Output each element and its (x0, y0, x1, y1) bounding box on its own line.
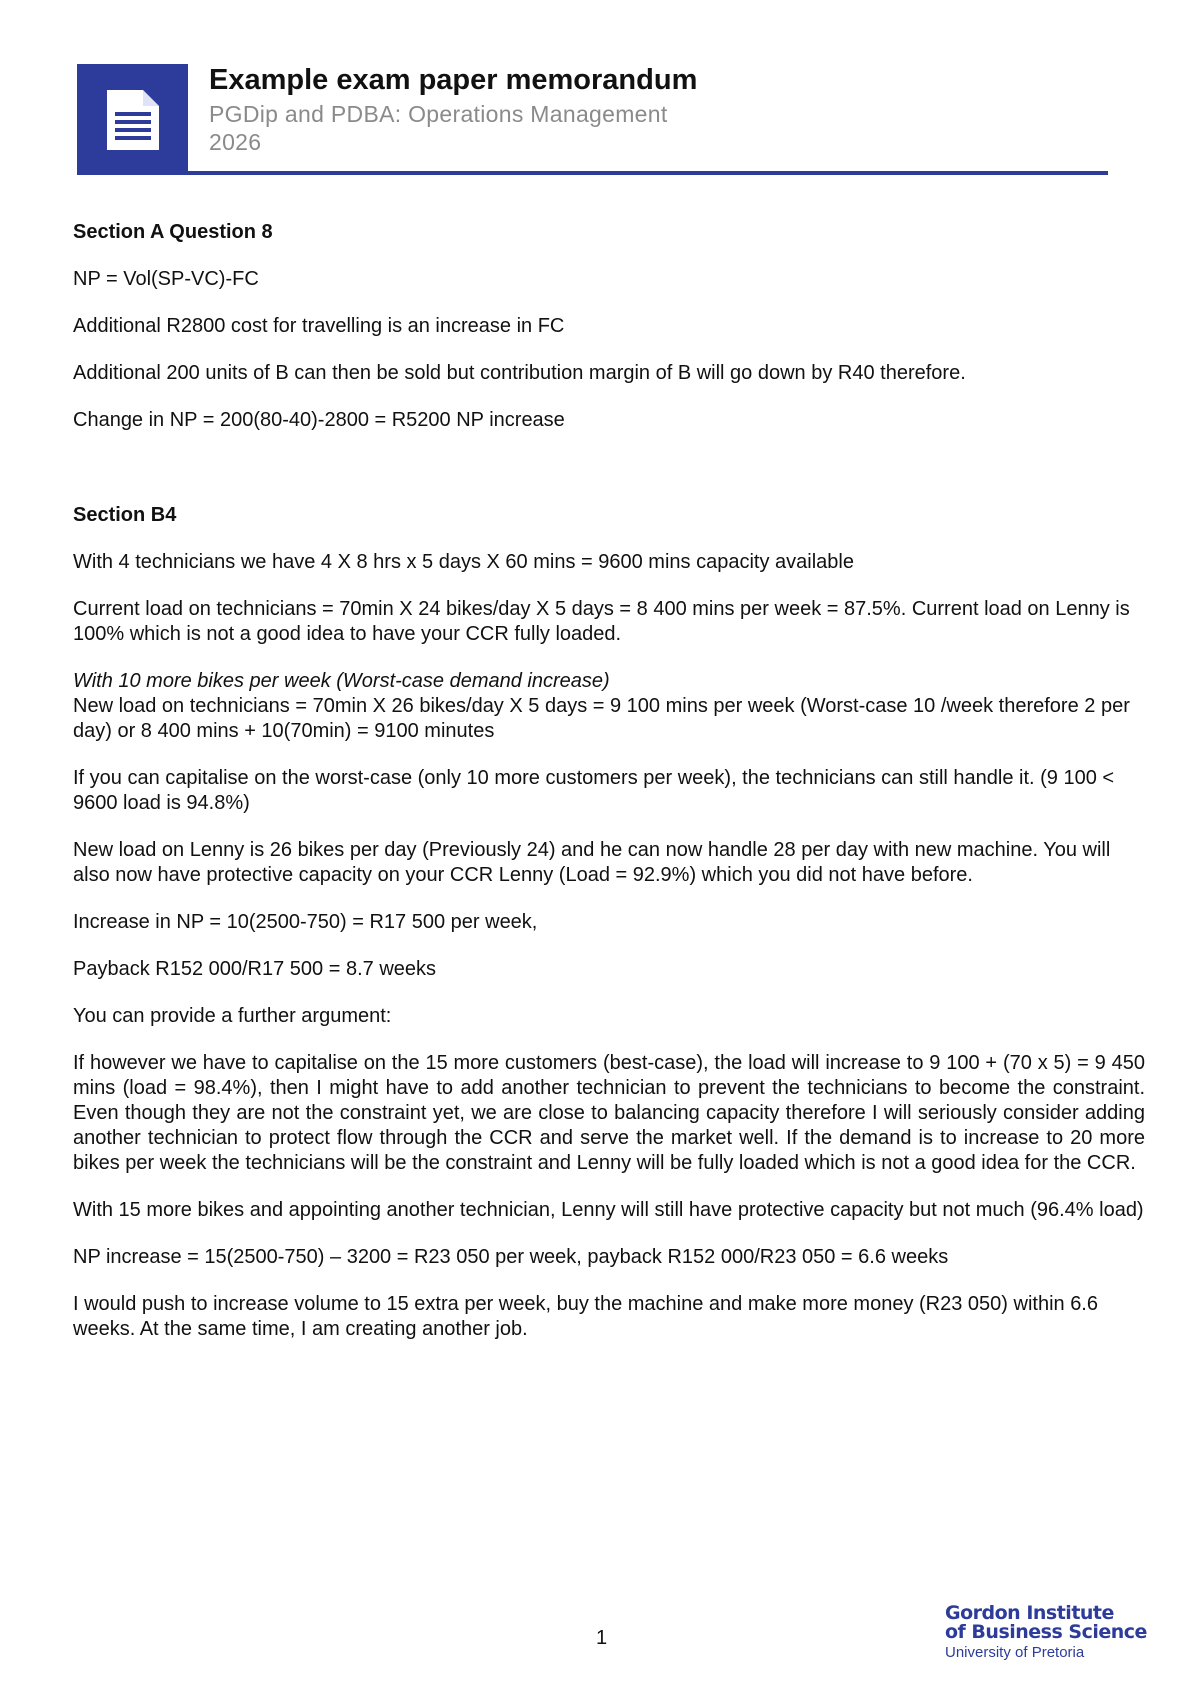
paragraph-text: New load on technicians = 70min X 26 bikes/day X 5 days = 9 100 mins per week (Worst-case 10 /week therefore 2 per day) or 8 400 mins + 10(70min) = 9100 minutes (73, 695, 1130, 742)
document-title: Example exam paper memorandum (209, 64, 698, 96)
logo-line: Gordon Institute (945, 1602, 1114, 1624)
page-number: 1 (596, 1627, 608, 1649)
paragraph: Increase in NP = 10(2500-750) = R17 500 per week, (73, 911, 538, 933)
scenario-label: With 10 more bikes per week (Worst-case demand increase) (73, 670, 610, 692)
paragraph: NP = Vol(SP-VC)-FC (73, 268, 259, 290)
paragraph: If however we have to capitalise on the 15 more customers (best-case), the load will increase to 9 100 + (70 x 5) = 9 450 mins (load = 98.4%), then I might have to add another technician to prevent the technicians to become the constraint. Even though they are not the constraint yet, we are close to balancing capacity therefore I will seriously consider adding another technician to protect flow through the CCR and serve the market well. If the demand is to increase to 20 more bikes per week the technicians will be the constraint and Lenny will be fully loaded which is not a good idea for the CCR. (73, 1052, 1145, 1174)
paragraph-block (73, 669, 1145, 744)
paragraph: If you can capitalise on the worst-case (only 10 more customers per week), the technicians can still handle it. (9 100 < 9600 load is 94.8%) (73, 767, 1115, 814)
spacer (73, 455, 1145, 503)
document-year: 2026 (209, 129, 262, 155)
paragraph: Change in NP = 200(80-40)-2800 = R5200 NP increase (73, 409, 565, 431)
document-body (73, 220, 1145, 1364)
section-a-heading: Section A Question 8 (73, 221, 273, 243)
paragraph: Additional 200 units of B can then be sold but contribution margin of B will go down by R40 therefore. (73, 362, 966, 384)
document-header (77, 64, 1108, 176)
paragraph: You can provide a further argument: (73, 1005, 392, 1027)
paragraph: Additional R2800 cost for travelling is an increase in FC (73, 315, 565, 337)
paragraph: Payback R152 000/R17 500 = 8.7 weeks (73, 958, 437, 980)
logo-line: of Business Science (945, 1621, 1147, 1643)
paragraph: With 4 technicians we have 4 X 8 hrs x 5 days X 60 mins = 9600 mins capacity available (73, 551, 854, 573)
paragraph: New load on Lenny is 26 bikes per day (Previously 24) and he can now handle 28 per day with new machine. You will also now have protective capacity on your CCR Lenny (Load = 92.9%) which you did not have before. (73, 839, 1111, 886)
section-b-heading: Section B4 (73, 504, 177, 526)
document-icon (77, 64, 188, 175)
paragraph: NP increase = 15(2500-750) – 3200 = R23 050 per week, payback R152 000/R23 050 = 6.6 weeks (73, 1246, 949, 1268)
gibs-logo (945, 1604, 1147, 1660)
paragraph: Current load on technicians = 70min X 24 bikes/day X 5 days = 8 400 mins per week = 87.5%. Current load on Lenny is 100% which is not a good idea to have your CCR fully loaded. (73, 598, 1130, 645)
logo-line: University of Pretoria (945, 1644, 1085, 1661)
document-subtitle: PGDip and PDBA: Operations Management (209, 101, 668, 127)
header-divider (77, 171, 1108, 175)
paragraph: With 15 more bikes and appointing another technician, Lenny will still have protective capacity but not much (96.4% load) (73, 1199, 1144, 1221)
paragraph: I would push to increase volume to 15 extra per week, buy the machine and make more money (R23 050) within 6.6 weeks. At the same time, I am creating another job. (73, 1293, 1098, 1340)
